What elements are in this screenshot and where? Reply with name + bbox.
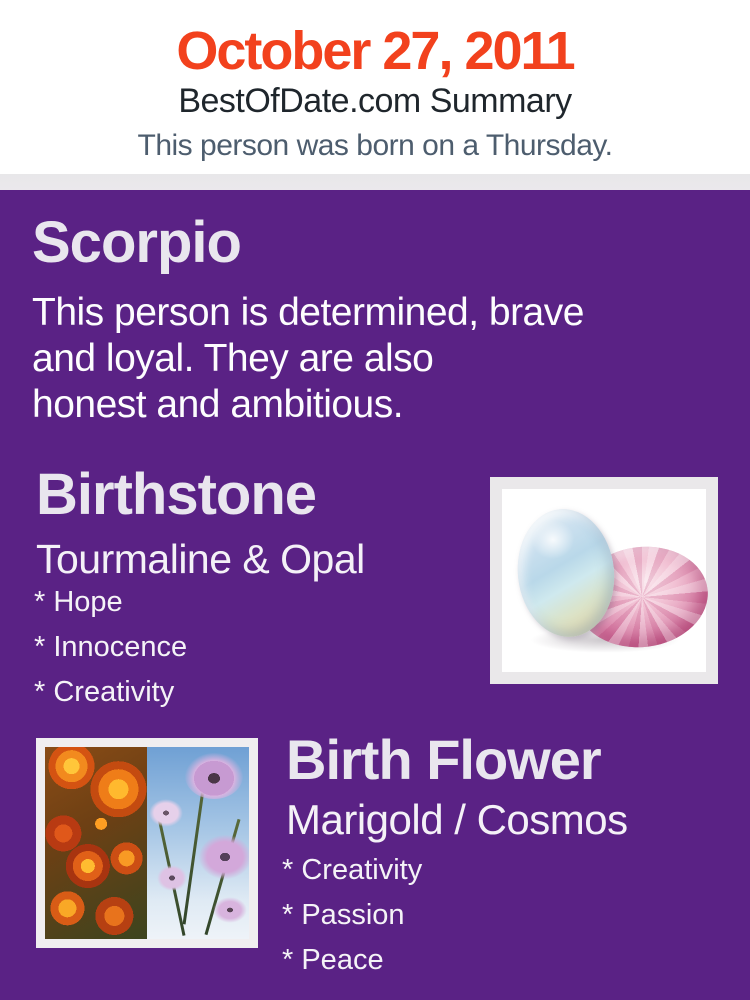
birth-flower-names: Marigold / Cosmos <box>286 796 628 843</box>
birth-flower-title: Birth Flower <box>286 728 601 791</box>
cosmos-bloom <box>149 799 183 827</box>
cosmos-bloom <box>213 897 247 923</box>
birth-flower-trait: * Creativity <box>282 854 423 886</box>
zodiac-title: Scorpio <box>32 210 241 275</box>
zodiac-description-line: This person is determined, brave <box>32 291 584 334</box>
header <box>0 0 750 174</box>
zodiac-description-line: honest and ambitious. <box>32 383 404 426</box>
marigold-image <box>45 747 147 939</box>
site-summary-title: BestOfDate.com Summary <box>178 82 572 121</box>
birth-flower-trait: * Passion <box>282 899 405 931</box>
cosmos-bloom <box>185 753 243 799</box>
birthstone-trait: * Creativity <box>34 676 175 708</box>
cosmos-bloom <box>199 835 249 879</box>
cosmos-image <box>147 747 249 939</box>
cosmos-bloom <box>157 865 187 891</box>
birthstone-trait: * Innocence <box>34 631 188 663</box>
birthstone-names: Tourmaline & Opal <box>36 536 365 582</box>
birth-flower-trait: * Peace <box>282 944 384 976</box>
birthstone-title: Birthstone <box>36 462 316 527</box>
birthstone-photo <box>490 477 718 684</box>
weekday-note: This person was born on a Thursday. <box>137 128 613 162</box>
birthstone-trait: * Hope <box>34 586 123 618</box>
zodiac-description-line: and loyal. They are also <box>32 337 434 380</box>
date-title: October 27, 2011 <box>176 21 574 81</box>
birth-flower-photo <box>36 738 258 948</box>
details-section <box>0 190 750 1000</box>
divider-band <box>0 174 750 190</box>
zodiac-description <box>32 290 584 428</box>
